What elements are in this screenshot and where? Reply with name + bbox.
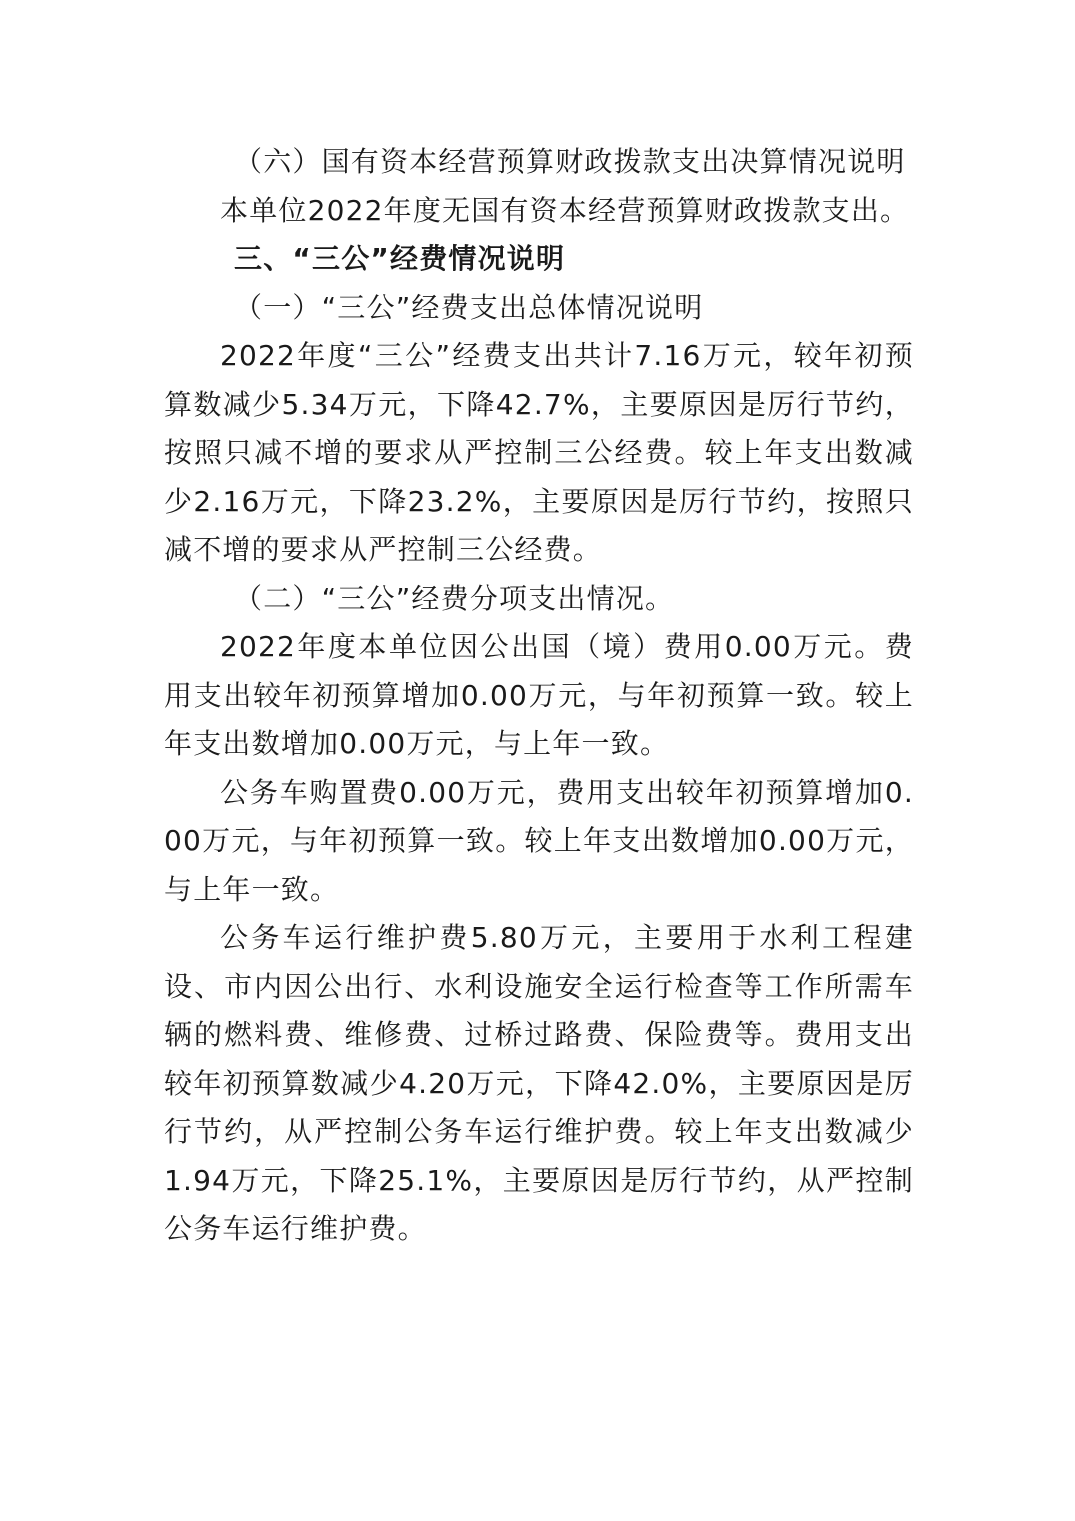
sub-two-paragraph-travel: 2022年度本单位因公出国（境）费用0.00万元。费用支出较年初预算增加0.00万元，与年初预算一致。较上年支出数增加0.00万元，与上年一致。 [164,630,914,760]
sub-one-body: 2022年度“三公”经费支出共计7.16万元，较年初预算数减少5.34万元，下降42.7%，主要原因是厉行节约，按照只减不增的要求从严控制三公经费。较上年支出数减少2.16万元，下降23.2%，主要原因是厉行节约，按照只减不增的要求从严控制三公经费。 [164,339,914,566]
sub-one-heading: （一）“三公”经费支出总体情况说明 [234,290,704,324]
sub-two-paragraph-vehicle-maintenance: 公务车运行维护费5.80万元，主要用于水利工程建设、市内因公出行、水利设施安全运行检查等工作所需车辆的燃料费、维修费、过桥过路费、保险费等。费用支出较年初预算数减少4.20万元，下降42.0%，主要原因是厉行节约，从严控制公务车运行维护费。较上年支出数减少1.94万元，下降25.1%，主要原因是厉行节约，从严控制公务车运行维护费。 [164,921,914,1245]
sub-two-paragraph-vehicle-purchase: 公务车购置费0.00万元，费用支出较年初预算增加0.00万元，与年初预算一致。较上年支出数增加0.00万元，与上年一致。 [164,775,914,906]
document-body [164,138,914,1254]
section-six-body: 本单位2022年度无国有资本经营预算财政拨款支出。 [220,193,910,227]
sub-two-heading: （二）“三公”经费分项支出情况。 [234,581,675,615]
part-three-heading: 三、“三公”经费情况说明 [234,242,566,275]
section-six-heading: （六）国有资本经营预算财政拨款支出决算情况说明 [234,145,906,178]
